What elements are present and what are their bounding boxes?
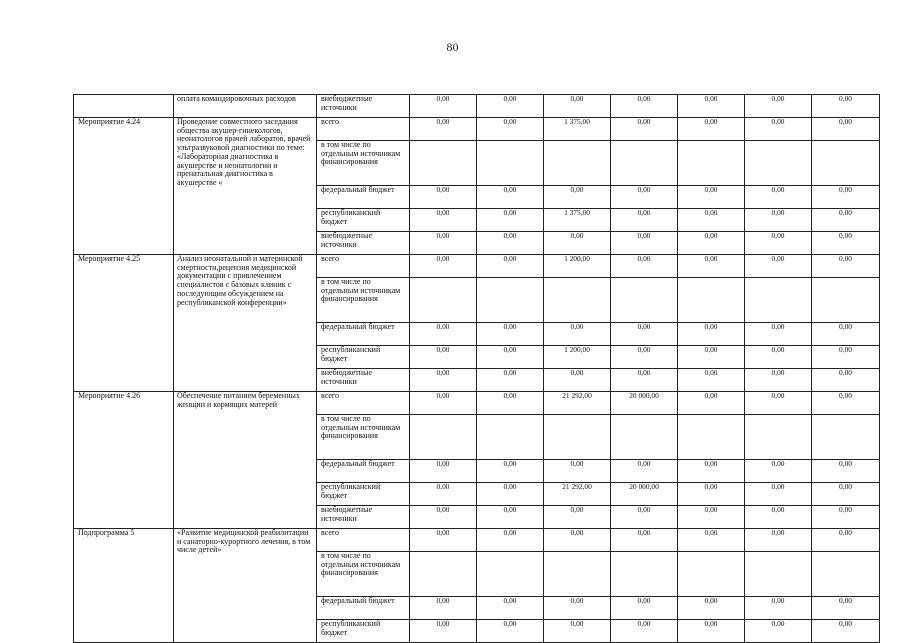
amount-cell: 0,00 <box>745 597 812 620</box>
budget-table <box>73 94 880 643</box>
amount-cell: 0,00 <box>477 186 544 209</box>
amount-cell: 0,00 <box>477 392 544 415</box>
amount-cell: 0,00 <box>410 506 477 529</box>
amount-cell: 0,00 <box>678 346 745 369</box>
amount-cell: 0,00 <box>477 506 544 529</box>
amount-cell <box>611 141 678 186</box>
amount-cell: 0,00 <box>678 95 745 118</box>
amount-cell <box>611 552 678 597</box>
amount-cell: 0,00 <box>544 460 611 483</box>
funding-source: в том числе по отдельным источникам финансирования <box>317 141 410 186</box>
funding-source: внебюджетные источники <box>317 95 410 118</box>
amount-cell: 0,00 <box>678 118 745 141</box>
amount-cell: 0,00 <box>812 232 880 255</box>
event-label: Мероприятие 4.24 <box>74 118 174 255</box>
amount-cell: 1 375,00 <box>544 118 611 141</box>
amount-cell <box>477 141 544 186</box>
event-name: Анализ неонатальной и материнской смертности,рецензия медицинской документации с привлечением специалистов с базовых клиник с последующим обсуждением на республиканской конференции» <box>174 255 317 392</box>
amount-cell <box>678 552 745 597</box>
amount-cell: 0,00 <box>410 620 477 643</box>
amount-cell: 0,00 <box>477 483 544 506</box>
amount-cell: 0,00 <box>812 506 880 529</box>
amount-cell <box>410 552 477 597</box>
amount-cell: 0,00 <box>745 483 812 506</box>
event-label: Мероприятие 4.25 <box>74 255 174 392</box>
amount-cell: 0,00 <box>544 323 611 346</box>
amount-cell <box>544 552 611 597</box>
funding-source: федеральный бюджет <box>317 460 410 483</box>
amount-cell <box>410 278 477 323</box>
amount-cell: 0,00 <box>812 597 880 620</box>
amount-cell: 0,00 <box>678 597 745 620</box>
amount-cell: 0,00 <box>410 232 477 255</box>
amount-cell: 0,00 <box>812 346 880 369</box>
table-row <box>74 118 880 141</box>
amount-cell <box>812 278 880 323</box>
amount-cell <box>544 278 611 323</box>
amount-cell: 0,00 <box>477 346 544 369</box>
amount-cell <box>678 141 745 186</box>
amount-cell: 0,00 <box>745 323 812 346</box>
event-name: «Развитие медицинской реабилитации и санаторно-курортного лечения, в том числе детей» <box>174 529 317 643</box>
amount-cell: 0,00 <box>477 460 544 483</box>
amount-cell: 0,00 <box>410 369 477 392</box>
amount-cell: 0,00 <box>410 529 477 552</box>
amount-cell: 0,00 <box>544 369 611 392</box>
amount-cell: 0,00 <box>745 392 812 415</box>
amount-cell: 0,00 <box>611 209 678 232</box>
amount-cell: 0,00 <box>745 369 812 392</box>
amount-cell: 0,00 <box>745 118 812 141</box>
amount-cell: 0,00 <box>812 369 880 392</box>
amount-cell: 0,00 <box>410 118 477 141</box>
amount-cell <box>678 278 745 323</box>
amount-cell <box>410 415 477 460</box>
amount-cell: 21 292,00 <box>544 392 611 415</box>
amount-cell: 0,00 <box>544 95 611 118</box>
amount-cell: 0,00 <box>611 323 678 346</box>
amount-cell: 0,00 <box>812 460 880 483</box>
amount-cell: 0,00 <box>410 95 477 118</box>
amount-cell: 0,00 <box>477 232 544 255</box>
funding-source: всего <box>317 392 410 415</box>
amount-cell <box>611 278 678 323</box>
amount-cell: 0,00 <box>544 232 611 255</box>
amount-cell <box>611 415 678 460</box>
amount-cell: 0,00 <box>678 483 745 506</box>
event-label <box>74 95 174 118</box>
amount-cell <box>812 415 880 460</box>
amount-cell <box>544 141 611 186</box>
amount-cell: 0,00 <box>611 460 678 483</box>
amount-cell <box>477 552 544 597</box>
amount-cell: 0,00 <box>611 118 678 141</box>
amount-cell <box>410 141 477 186</box>
amount-cell: 0,00 <box>544 186 611 209</box>
funding-source: федеральный бюджет <box>317 186 410 209</box>
amount-cell <box>745 278 812 323</box>
amount-cell: 20 000,00 <box>611 392 678 415</box>
funding-source: всего <box>317 255 410 278</box>
amount-cell: 0,00 <box>745 255 812 278</box>
funding-source: в том числе по отдельным источникам финансирования <box>317 552 410 597</box>
funding-source: внебюджетные источники <box>317 232 410 255</box>
amount-cell: 0,00 <box>477 529 544 552</box>
amount-cell: 0,00 <box>745 346 812 369</box>
amount-cell: 0,00 <box>812 620 880 643</box>
amount-cell: 0,00 <box>812 255 880 278</box>
amount-cell: 0,00 <box>678 186 745 209</box>
funding-source: республиканский бюджет <box>317 209 410 232</box>
amount-cell: 0,00 <box>678 323 745 346</box>
amount-cell: 0,00 <box>410 392 477 415</box>
amount-cell <box>745 552 812 597</box>
amount-cell: 0,00 <box>678 255 745 278</box>
amount-cell: 0,00 <box>678 392 745 415</box>
page-number: 80 <box>446 40 459 54</box>
amount-cell: 0,00 <box>477 597 544 620</box>
amount-cell: 0,00 <box>410 460 477 483</box>
amount-cell: 0,00 <box>678 232 745 255</box>
amount-cell: 0,00 <box>477 95 544 118</box>
amount-cell: 0,00 <box>812 118 880 141</box>
amount-cell: 0,00 <box>812 95 880 118</box>
amount-cell: 0,00 <box>812 529 880 552</box>
amount-cell: 1 375,00 <box>544 209 611 232</box>
funding-source: в том числе по отдельным источникам финансирования <box>317 278 410 323</box>
amount-cell: 0,00 <box>611 186 678 209</box>
amount-cell: 0,00 <box>745 232 812 255</box>
amount-cell: 0,00 <box>678 529 745 552</box>
amount-cell: 0,00 <box>611 95 678 118</box>
event-name: Проведение совместного заседания общества акушер-гинекологов, неонатологов врачей лаборатов, врачей ультразвуковой диагностики по теме: «Лабораторная диагностика в акушерстве и неонатологии и пренатальная диагностика в акушерстве « <box>174 118 317 255</box>
funding-source: всего <box>317 118 410 141</box>
amount-cell: 0,00 <box>544 506 611 529</box>
amount-cell: 0,00 <box>745 95 812 118</box>
funding-source: республиканский бюджет <box>317 620 410 643</box>
table-row <box>74 529 880 552</box>
amount-cell: 0,00 <box>544 597 611 620</box>
amount-cell: 0,00 <box>611 620 678 643</box>
amount-cell <box>544 415 611 460</box>
table-body <box>74 95 880 643</box>
table-row <box>74 95 880 118</box>
amount-cell: 0,00 <box>812 323 880 346</box>
funding-source: внебюджетные источники <box>317 506 410 529</box>
amount-cell: 0,00 <box>611 255 678 278</box>
amount-cell: 0,00 <box>678 620 745 643</box>
amount-cell: 0,00 <box>410 323 477 346</box>
amount-cell: 0,00 <box>477 620 544 643</box>
amount-cell: 0,00 <box>678 460 745 483</box>
amount-cell <box>812 141 880 186</box>
funding-source: в том числе по отдельным источникам финансирования <box>317 415 410 460</box>
funding-source: федеральный бюджет <box>317 597 410 620</box>
event-name: Обеспечение питанием беременных женщин и кормящих матерей <box>174 392 317 529</box>
amount-cell: 0,00 <box>477 323 544 346</box>
funding-source: внебюджетные источники <box>317 369 410 392</box>
amount-cell: 0,00 <box>745 209 812 232</box>
amount-cell: 0,00 <box>410 209 477 232</box>
amount-cell: 0,00 <box>678 369 745 392</box>
amount-cell: 0,00 <box>745 460 812 483</box>
amount-cell: 0,00 <box>477 369 544 392</box>
amount-cell: 0,00 <box>678 506 745 529</box>
funding-source: республиканский бюджет <box>317 346 410 369</box>
amount-cell: 0,00 <box>410 186 477 209</box>
amount-cell <box>812 552 880 597</box>
amount-cell: 0,00 <box>812 209 880 232</box>
amount-cell <box>678 415 745 460</box>
amount-cell: 21 292,00 <box>544 483 611 506</box>
event-label: Подпрограмма 5 <box>74 529 174 643</box>
table-row <box>74 255 880 278</box>
amount-cell: 1 200,00 <box>544 255 611 278</box>
amount-cell: 0,00 <box>544 620 611 643</box>
amount-cell <box>745 415 812 460</box>
amount-cell: 0,00 <box>745 506 812 529</box>
amount-cell: 0,00 <box>611 506 678 529</box>
amount-cell: 0,00 <box>410 597 477 620</box>
amount-cell: 0,00 <box>745 529 812 552</box>
amount-cell: 0,00 <box>477 209 544 232</box>
amount-cell: 0,00 <box>611 597 678 620</box>
amount-cell: 1 200,00 <box>544 346 611 369</box>
table-row <box>74 392 880 415</box>
amount-cell: 0,00 <box>611 232 678 255</box>
amount-cell: 0,00 <box>611 346 678 369</box>
amount-cell <box>477 415 544 460</box>
amount-cell: 0,00 <box>410 483 477 506</box>
amount-cell: 0,00 <box>812 392 880 415</box>
amount-cell: 0,00 <box>611 369 678 392</box>
amount-cell: 0,00 <box>410 255 477 278</box>
amount-cell: 0,00 <box>745 620 812 643</box>
event-label: Мероприятие 4.26 <box>74 392 174 529</box>
funding-source: федеральный бюджет <box>317 323 410 346</box>
funding-source: республиканский бюджет <box>317 483 410 506</box>
funding-source: всего <box>317 529 410 552</box>
amount-cell <box>477 278 544 323</box>
amount-cell: 0,00 <box>745 186 812 209</box>
amount-cell: 0,00 <box>611 529 678 552</box>
amount-cell: 0,00 <box>477 118 544 141</box>
amount-cell: 0,00 <box>410 346 477 369</box>
amount-cell: 20 000,00 <box>611 483 678 506</box>
amount-cell: 0,00 <box>477 255 544 278</box>
amount-cell <box>745 141 812 186</box>
event-name: оплата командировочных расходов <box>174 95 317 118</box>
amount-cell: 0,00 <box>812 483 880 506</box>
amount-cell: 0,00 <box>678 209 745 232</box>
amount-cell: 0,00 <box>544 529 611 552</box>
amount-cell: 0,00 <box>812 186 880 209</box>
